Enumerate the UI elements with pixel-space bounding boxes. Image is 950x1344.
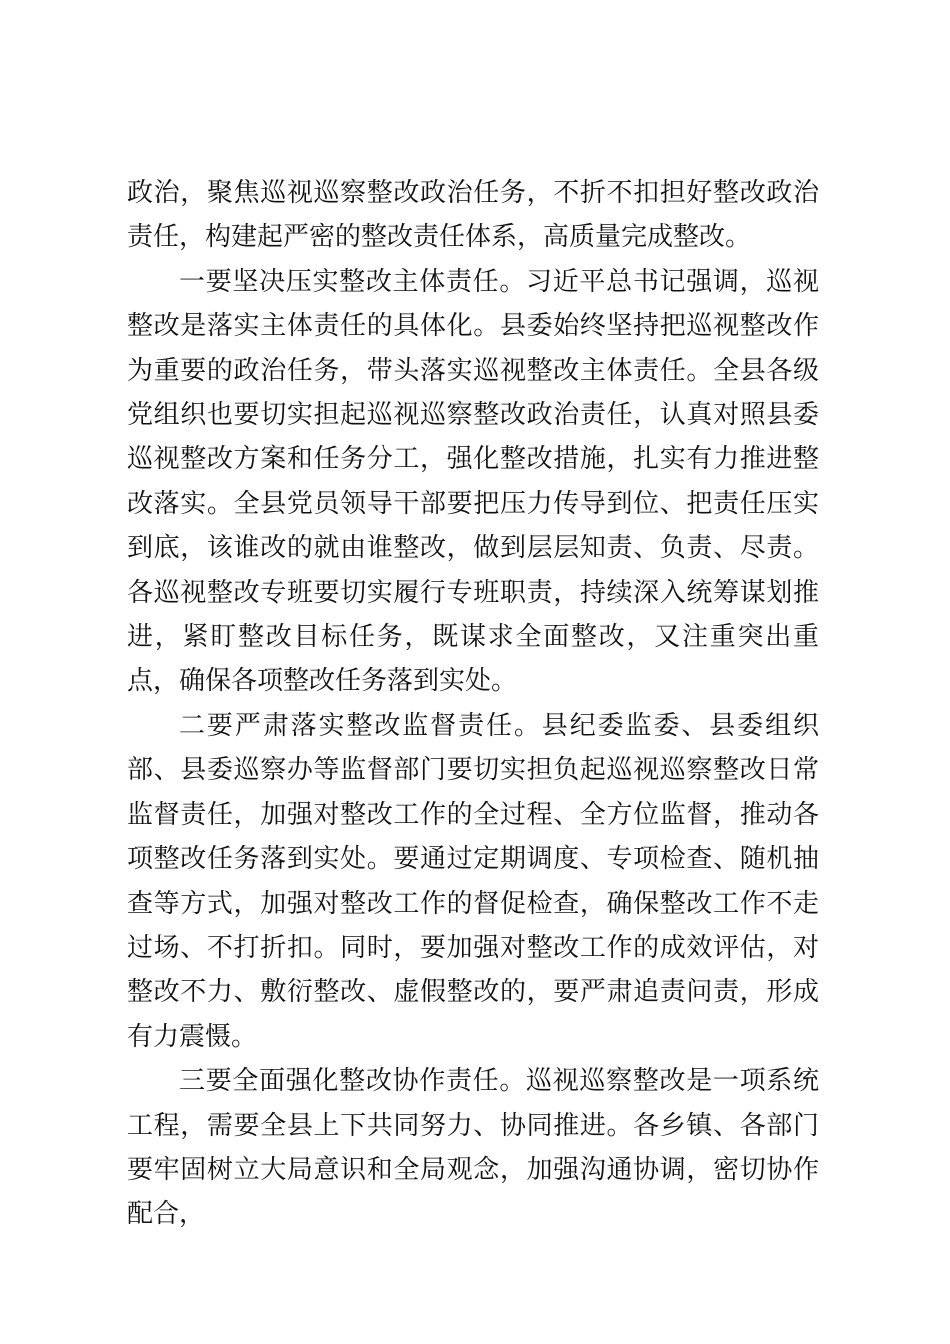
paragraph-continuation: 政治，聚焦巡视巡察整改政治任务，不折不扣担好整改政治责任，构建起严密的整改责任体系，高质量完成整改。 (127, 178, 819, 253)
document-body (127, 171, 819, 1237)
paragraph-supervision-responsibility: 二要严肃落实整改监督责任。县纪委监委、县委组织部、县委巡察办等监督部门要切实担负起巡视巡察整改日常监督责任，加强对整改工作的全过程、全方位监督，推动各项整改任务落到实处。要通过定期调度、专项检查、随机抽查等方式，加强对整改工作的督促检查，确保整改工作不走过场、不打折扣。同时，要加强对整改工作的成效评估，对整改不力、敷衍整改、虚假整改的，要严肃追责问责，形成有力震慑。 (127, 710, 819, 1052)
paragraph-main-responsibility: 一要坚决压实整改主体责任。习近平总书记强调，巡视整改是落实主体责任的具体化。县委始终坚持把巡视整改作为重要的政治任务，带头落实巡视整改主体责任。全县各级党组织也要切实担起巡视巡察整改政治责任，认真对照县委巡视整改方案和任务分工，强化整改措施，扎实有力推进整改落实。全县党员领导干部要把压力传导到位、把责任压实到底，该谁改的就由谁整改，做到层层知责、负责、尽责。各巡视整改专班要切实履行专班职责，持续深入统筹谋划推进，紧盯整改目标任务，既谋求全面整改，又注重突出重点，确保各项整改任务落到实处。 (127, 266, 819, 697)
paragraph-collaboration-responsibility: 三要全面强化整改协作责任。巡视巡察整改是一项系统工程，需要全县上下共同努力、协同推进。各乡镇、各部门要牢固树立大局意识和全局观念，加强沟通协调，密切协作配合， (127, 1066, 819, 1230)
